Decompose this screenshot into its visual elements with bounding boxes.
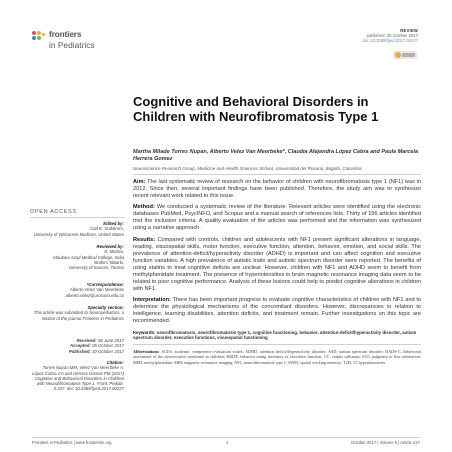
brand-name: frontiers	[49, 30, 82, 39]
keywords: Keywords: neurofibromatosis, neurofibromatosis type 1, cognitive functioning, behavior, attention-deficit/hyperactivity disorder, autism spectrum disorder, executive functions, visuospatial functioning	[133, 329, 417, 341]
journal-name: in Pediatrics	[49, 40, 95, 50]
correspondence: *Correspondence: Alberto Velez Van Meerbeke alberto.velez@urosario.edu.co	[30, 282, 124, 298]
reviewed-by: Reviewed by: D. Mishra, Maulana Azad Medical College, India Brahim Tabarki, University of Sousse, Tunisia	[53, 244, 124, 271]
footer-journal[interactable]: Frontiers in Pediatrics | www.frontiersin.org	[32, 440, 112, 445]
page-footer	[32, 437, 420, 446]
article-title: Cognitive and Behavioral Disorders in Children with Neurofibromatosis Type 1	[133, 94, 379, 124]
frontiers-emblem-icon	[32, 31, 46, 45]
abstract-aim: Aim: The last systematic review of research on the behavior of children with neurofibromatosis type 1 (NF1) was in 2012. Since then, several important findings have been published. Therefore, the study aim was to synthesize recent relevant work related to this issue.	[133, 179, 421, 200]
abbreviations: Abbreviations: ACES, academic competence evaluation scales; ADHD, attention deficit/hyperactivity disorder; ASD, autism spectrum disorder; BADS-C, behavioral assessment of the dysexecutive syndrome in children; BRIEF, behavior rating inventory of executive function; CC, corpus callosum; IGO, judgment of line orientation; MPH, methylphenidate; MRI, magnetic resonance imaging; NF1, neurofibromatosis type 1; SWM, spatial working memory; T2H, T2 hyperintensities.	[133, 344, 421, 365]
abstract-interpretation: Interpretation: There has been important progress to evaluate cognitive characteristics of children with NF1 and to determine the physiological mechanisms of the concomitant disorders. However, discrepancies in relation to intelligence, learning disabilities, attention deficits, and treatment remain. Further investigations on this topic are recommended.	[133, 297, 421, 325]
page-number: 1	[226, 440, 229, 445]
correspondence-email[interactable]: alberto.velez@urosario.edu.co	[65, 292, 124, 298]
article-meta	[362, 28, 418, 44]
author-list: Martha Milade Torres Nupan, Alberto Velez Van Meerbeke*, Claudia Alejandra López Cabra and Paula Marcela Herrera Gomez	[133, 149, 419, 162]
open-access-label: OPEN ACCESS	[30, 209, 124, 218]
citation: Citation: Torres Nupan MM, Velez Van Meerbeke A, López Cabra CA and Herrera Gomez PM (2017) Cognitive and Behavioral Disorders in Children with Neurofibromatosis Type 1. Front. Pediatr. 5:227. doi: 10.3389/fped.2017.00227	[31, 360, 124, 392]
article-type: REVIEW	[400, 28, 418, 33]
published-date: published: 30 October 2017	[366, 33, 418, 39]
crossmark-icon[interactable]	[393, 51, 417, 59]
edited-by: Edited by: Carl E. Stafstrom, University of Wisconsin-Madison, United States	[33, 221, 124, 237]
frontiers-logo[interactable]	[32, 30, 122, 54]
abstract-results: Results: Compared with controls, children and adolescents with NF1 present significant alterations in language, reading, visuospatial skills, motor function, executive function, attention, behavior, emotion, and social skills. The prevalence of attention-deficit/hyperactivity disorder (ADHD) is important and can affect cognition and executive function variables. A high prevalence of autistic traits and autistic spectrum disorder were reported. The benefits of using statins to treat cognitive deficits are unclear. However, children with NF1 and ADHD seem to benefit from methylphenidate treatment. The presence of hyperintensities in brain magnetic resonance imaging data seem to be related to poor cognitive performance. Analysis of these lesions could help to predict cognitive alterations in children with NF1.	[133, 236, 421, 293]
footer-issue-info: October 2017 | Volume 5 | Article 227	[350, 440, 420, 445]
abstract-method: Method: We conducted a systematic review of the literature. Relevant articles were identified using the electronic databases PubMed, PsycINFO, and Scopus and a manual search of references lists. Thirty of 156 articles identified met the inclusion criteria. A quality evaluation of the articles was performed and the information was synthesized using a narrative approach.	[133, 204, 421, 232]
doi-link[interactable]: doi: 10.3389/fped.2017.00227	[362, 38, 418, 44]
specialty-section: Specialty section: This article was submitted to Neuropediatrics, a section of the journal Frontiers in Pediatrics	[33, 305, 124, 321]
abstract	[133, 174, 421, 365]
author-affiliation: Neuroscience Research Group, Medicine and Health Sciences School, Universidad del Rosario, Bogotá, Colombia	[133, 166, 362, 171]
article-dates: Received: 06 June 2017 Accepted: 05 October 2017 Published: 30 October 2017	[68, 338, 124, 354]
